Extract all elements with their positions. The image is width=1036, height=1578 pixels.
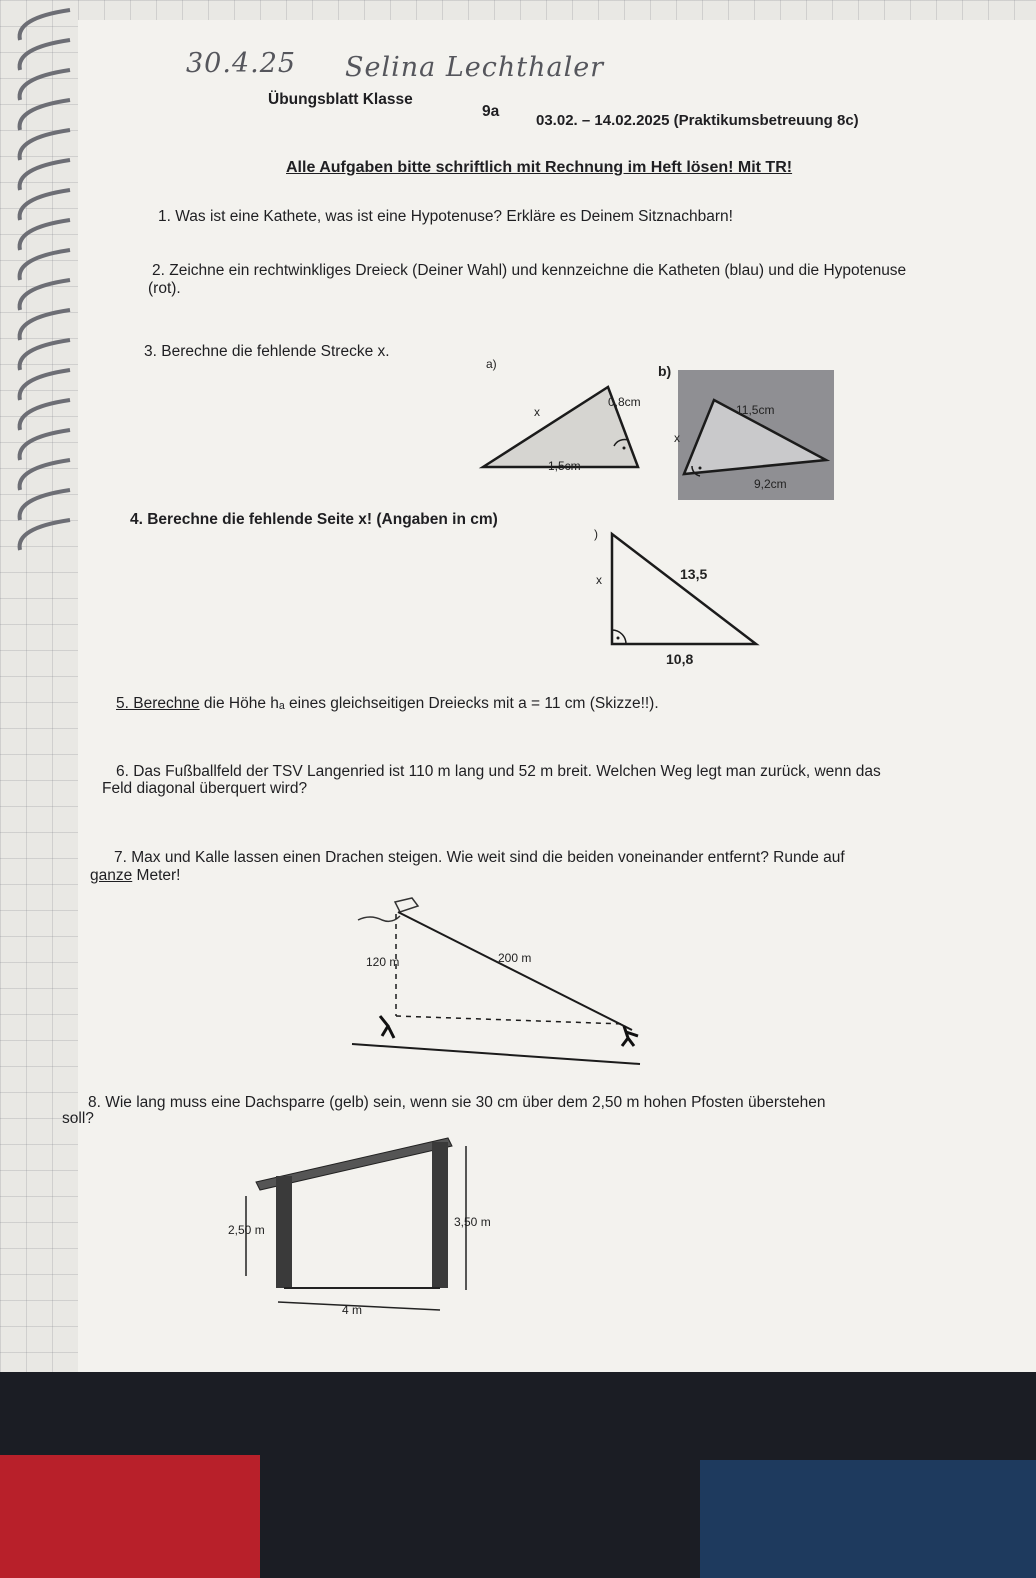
fig3a-label: a)	[486, 357, 497, 371]
fig3a-side2: 1,5cm	[548, 459, 581, 473]
task-5-rest: die Höhe hₐ eines gleichseitigen Dreiecks mit a = 11 cm (Skizze!!).	[199, 695, 659, 712]
task-6-line-1: 6. Das Fußballfeld der TSV Langenried ist 110 m lang und 52 m breit. Welchen Weg legt man zurück, wenn das	[116, 763, 881, 780]
blue-object	[700, 1460, 1036, 1578]
fig3b-hyp: 11,5cm	[736, 403, 775, 417]
instruction: Alle Aufgaben bitte schriftlich mit Rechnung im Heft lösen! Mit TR!	[286, 159, 793, 176]
fig3b-label: b)	[658, 363, 672, 379]
fig8-width: 4 m	[342, 1303, 363, 1317]
fig3b-side: 9,2cm	[754, 477, 787, 491]
fig4-base: 10,8	[666, 651, 694, 667]
fig7-height: 120 m	[366, 955, 400, 969]
spiral-binding	[0, 0, 80, 560]
task-7-line-2	[90, 867, 180, 886]
task-6-line-2: Feld diagonal überquert wird?	[102, 780, 308, 797]
fig4-x: x	[596, 573, 602, 587]
task-3: 3. Berechne die fehlende Strecke x.	[144, 343, 390, 360]
fig4-hyp: 13,5	[680, 566, 708, 582]
red-object	[0, 1455, 260, 1578]
header-class: 9a	[482, 103, 500, 120]
task-8-line-2: soll?	[62, 1110, 94, 1127]
task-1: 1. Was ist eine Kathete, was ist eine Hypotenuse? Erkläre es Deinem Sitznachbarn!	[158, 208, 733, 225]
fig3b-x: x	[674, 431, 680, 445]
header-period: 03.02. – 14.02.2025 (Praktikumsbetreuung 8c)	[536, 112, 859, 129]
header-title: Übungsblatt Klasse	[268, 91, 413, 108]
fig4-label: )	[594, 527, 598, 541]
task-7-line-1: 7. Max und Kalle lassen einen Drachen steigen. Wie weit sind die beiden voneinander entfernt? Runde auf	[114, 849, 845, 866]
figure-4	[586, 524, 766, 674]
task-7-ganze: ganze	[90, 867, 133, 884]
handwritten-name: Selina Lechthaler	[345, 52, 605, 83]
fig8-left: 2,50 m	[228, 1223, 265, 1237]
fig8-right: 3,50 m	[454, 1215, 491, 1229]
figure-7-kite	[340, 892, 650, 1072]
task-5-verb: 5. Berechne	[116, 695, 200, 712]
task-8-line-1: 8. Wie lang muss eine Dachsparre (gelb) sein, wenn sie 30 cm über dem 2,50 m hohen Pfosten überstehen	[88, 1094, 826, 1111]
figure-3b	[656, 362, 836, 502]
task-5	[116, 695, 659, 714]
fig3a-side1: 0,8cm	[608, 395, 641, 409]
task-2-line-2: (rot).	[148, 280, 181, 297]
fig3a-x: x	[534, 405, 540, 419]
figure-3a	[478, 352, 663, 487]
task-7-rest: Meter!	[132, 867, 181, 884]
task-4: 4. Berechne die fehlende Seite x! (Angaben in cm)	[130, 511, 498, 528]
fig7-string: 200 m	[498, 951, 532, 965]
task-2-line-1: 2. Zeichne ein rechtwinkliges Dreieck (Deiner Wahl) und kennzeichne die Katheten (blau) und die Hypotenuse	[152, 262, 907, 279]
figure-8-roof	[220, 1130, 510, 1330]
handwritten-date: 30.4.25	[186, 48, 297, 79]
